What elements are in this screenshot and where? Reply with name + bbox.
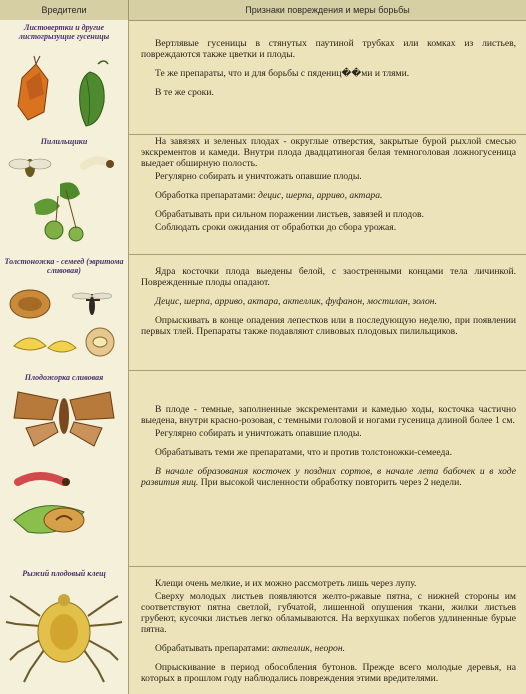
table-row (0, 254, 526, 371)
paragraph: Сверху молодых листьев появляются желто-ржавые пятна, с нижней стороны им соответствуют пятна светлой, губчатой, лишенной опушения ткани, жилки листьев грубеют, кусочки листьев легко обламываются. На верхушках побегов удлиненные бурые пятна. (141, 591, 516, 635)
paragraph: Ядра косточки плода выедены белой, с заостренными концами тела личинкой. Поврежденные плоды опадают. (141, 266, 516, 288)
pest-name: Плодожорка сливовая (24, 373, 104, 382)
paragraph: В те же сроки. (155, 87, 214, 98)
sawfly-illustration (0, 134, 128, 254)
table-row (0, 370, 526, 567)
paragraph (141, 643, 516, 654)
pest-name: Пилильщики (40, 137, 88, 146)
paragraph: В плоде - темные, заполненные экскрементами и камедью ходы, косточка частично выедена, внутри красно-розовая, с темными головой и ногами гусеница длиной более 1 см. (141, 404, 516, 426)
text-run: В начале образования косточек у поздних сортов, в начале лета бабочек и в ходе развития яиц. (141, 466, 516, 488)
signs-cell (129, 370, 526, 566)
paragraph: Регулярно собирать и уничтожать опавшие плоды. (155, 428, 362, 439)
header-signs: Признаки повреждения и меры борьбы (245, 5, 410, 15)
signs-cell (129, 254, 526, 370)
pest-name: Рыжий плодовый клещ (22, 569, 106, 578)
mite-illustration (0, 566, 128, 694)
paragraph: Опрыскивание в период обособления бутонов. Прежде всего молодые деревья, на которых в прошлом году наблюдались повреждения этими вредителями. (141, 662, 516, 684)
pest-cell (0, 254, 129, 370)
pest-cell (0, 20, 129, 134)
paragraph: Те же препараты, что и для борьбы с пядениц��ми и тлями. (155, 68, 410, 79)
paragraph: Обрабатывать при сильном поражении листьев, завязей и плодов. (155, 209, 424, 220)
pest-cell (0, 134, 129, 254)
text-run: При высокой численности обработку повторить через 2 недели. (198, 477, 462, 488)
table-row (0, 566, 526, 694)
paragraph (141, 466, 516, 488)
table-row (0, 134, 526, 255)
paragraph: Соблюдать сроки ожидания от обработки до сбора урожая. (155, 222, 397, 233)
pest-name: Листовертки и другие листогрызущие гусеницы (18, 23, 110, 41)
signs-cell (129, 134, 526, 254)
leafroller-illustration (0, 20, 128, 134)
drug-list: актеллик, неорон. (272, 643, 345, 654)
text-run: Обрабатывать препаратами: (155, 643, 272, 654)
paragraph (141, 190, 516, 201)
pest-cell (0, 370, 129, 566)
text-run: Обработка препаратами: (155, 190, 259, 201)
pest-cell (0, 566, 129, 694)
paragraph: Клещи очень мелкие, и их можно рассмотреть лишь через лупу. (155, 578, 417, 589)
header-pests: Вредители (0, 0, 129, 20)
signs-cell (129, 566, 526, 694)
paragraph: Вертлявые гусеницы в стянутых паутиной трубках или комках из листьев, повреждаются также цветки и плоды. (141, 38, 516, 60)
paragraph: Опрыскивать в конце опадения лепестков или в последующую неделю, при появлении первых тлей. Препараты также подавляют сливовых плодовых пилильщиков. (141, 315, 516, 337)
eurytoma-illustration (0, 254, 128, 370)
paragraph: Обрабатывать теми же препаратами, что и против толстоножки-семееда. (155, 447, 453, 458)
signs-cell (129, 20, 526, 134)
plum-moth-illustration (0, 370, 128, 566)
paragraph: Регулярно собирать и уничтожать опавшие плоды. (155, 171, 362, 182)
table-header (0, 0, 526, 21)
table-row (0, 20, 526, 135)
drug-list: децис, шерпа, арриво, актара. (258, 190, 383, 201)
pest-name: Толстоножка - семеед (эвритома сливовая) (4, 257, 124, 275)
paragraph: На завязях и зеленых плодах - округлые отверстия, закрытые бурой рыхлой смесью экскрементов и камеди. Внутри плода двадцатиногая белая темноголовая ложногусеница выедает обширную полость. (141, 136, 516, 169)
drug-list: Децис, шерпа, арриво, актара, актеллик, фуфанон, мостилан, золон. (155, 296, 437, 307)
